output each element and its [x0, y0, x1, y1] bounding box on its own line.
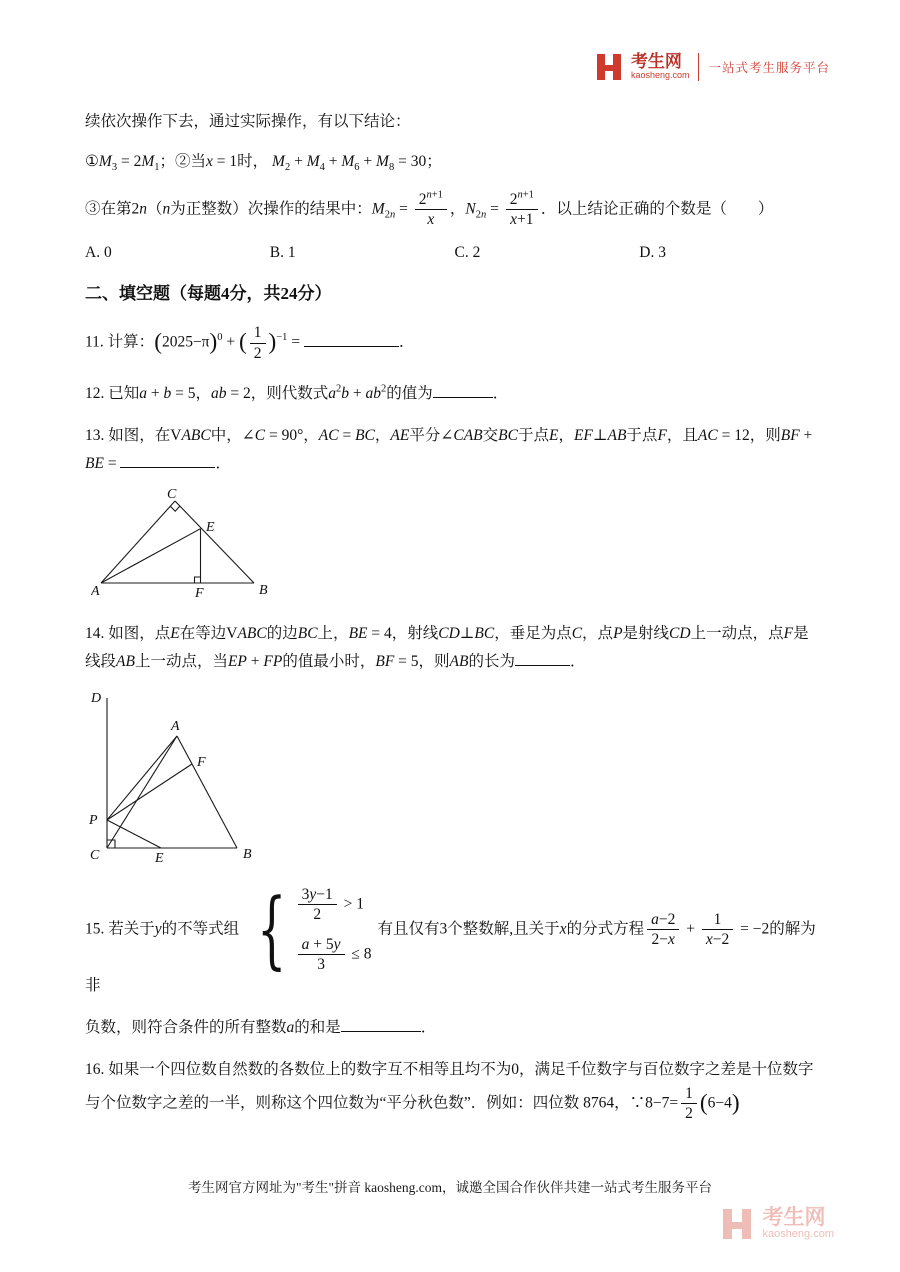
watermark-name: 考生网: [762, 1206, 826, 1230]
question-12: 12. 已知a + b = 5，ab = 2，则代数式$a^2b + ab^2$的值为 ．: [85, 381, 824, 407]
figure-14-svg: [85, 686, 257, 864]
site-logo: [594, 52, 830, 82]
watermark-logo-icon: [720, 1207, 754, 1241]
question-11: 11. 计算：$(2025-\pi)^0$ + ( $\frac{1}{2}$ )$^{-1}$ = ．: [85, 324, 415, 362]
option-a: A. 0: [85, 244, 112, 262]
question-16: 16. 如果一个四位数自然数的各数位上的数字互不相等且均不为0，满足千位数字与百位数字之差是十位数字与个位数字之差的一半，则称这个四位数为“平分秋色数”．例如：四位数 8764，∵8−7= $\frac{1}{2}$ (6−4): [85, 1060, 814, 1122]
fig14-label-d: D: [91, 691, 102, 707]
question-14: 14. 如图，点E在等边VABC的边BC上，BE = 4，射线CD⊥BC，垂足为点C，点P是射线CD上一动点，点F是线段AB上一动点，当EP + FP的值最小时，BF = 5，则AB的长为 ．: [85, 625, 809, 671]
fig13-label-a: A: [91, 584, 100, 600]
section-2-title: 二、填空题（每题4分，共24分）: [85, 284, 332, 304]
option-c: C. 2: [454, 244, 481, 262]
question-10-continuation: 续依次操作下去，通过实际操作，有以下结论：: [85, 113, 411, 130]
question-13: 13. 如图，在VABC中，∠C = 90°，AC = BC，AE平分∠CAB交BC于点E，EF⊥AB于点F，且AC = 12，则BF + BE = ．: [85, 426, 813, 472]
watermark-text: [762, 1207, 834, 1241]
right-angle-mark-c: [170, 506, 180, 511]
answer-options: [85, 241, 824, 266]
fig13-label-e: E: [206, 520, 215, 536]
fig13-label-b: B: [259, 583, 268, 599]
fig13-label-c: C: [167, 487, 177, 503]
brand-name: 考生网: [630, 52, 682, 72]
option-d: D. 3: [639, 244, 666, 262]
watermark-logo: [720, 1207, 834, 1241]
fig14-label-a: A: [171, 719, 180, 735]
fig14-label-b: B: [243, 847, 252, 863]
question-15-line-1: 15. 若关于y的不等式组 { $\frac{3y-1}{2}$ > 1 $\frac{a + 5y}{3}$ ≤ 8 有且仅有3个整数解,且关于x的分式方程 $\frac{a-2}{2-x}$ + $\frac{1}{x-2}$ = −2的解为非: [85, 879, 816, 995]
conclusions-1-2: $①M_3 = 2M_1$；②当x = 1时， $M_2 + M_4 + M_6 + M_8 = 30$；: [85, 152, 442, 173]
brand-domain: kaosheng.com: [630, 70, 690, 81]
brand-text: [631, 53, 690, 80]
conclusion-3: ③在第2n（n为正整数）次操作的结果中：$M_{2n}$ = $\frac{2^{n+1}}{x}$ ，$N_{2n}$ = $\frac{2^{n+1}}{x+1}$ ．以上结论正确的个数是（ ）: [85, 189, 774, 228]
option-b: B. 1: [269, 244, 296, 262]
exam-content: [85, 110, 824, 1133]
brand-tagline: 一站式考生服务平台: [708, 61, 830, 75]
fig14-label-c: C: [90, 848, 100, 864]
right-angle-mark-f: [195, 577, 201, 583]
fig14-label-f: F: [197, 755, 206, 771]
watermark-domain: kaosheng.com: [762, 1228, 834, 1241]
fig14-label-p: P: [89, 813, 98, 829]
figure-14: [85, 686, 824, 873]
question-15-line-2: 负数，则符合条件的所有整数a的和是 ．: [85, 1015, 824, 1041]
brand-divider: [698, 53, 699, 81]
fig13-label-f: F: [195, 586, 204, 600]
figure-13: [91, 487, 824, 608]
footer-text: 考生网官方网址为"考生"拼音 kaosheng.com，诚邀全国合作伙伴共建一站式考生服务平台: [187, 1180, 712, 1195]
figure-13-svg: [91, 487, 281, 599]
fig14-label-e: E: [155, 851, 164, 865]
brand-logo-icon: [594, 52, 624, 82]
